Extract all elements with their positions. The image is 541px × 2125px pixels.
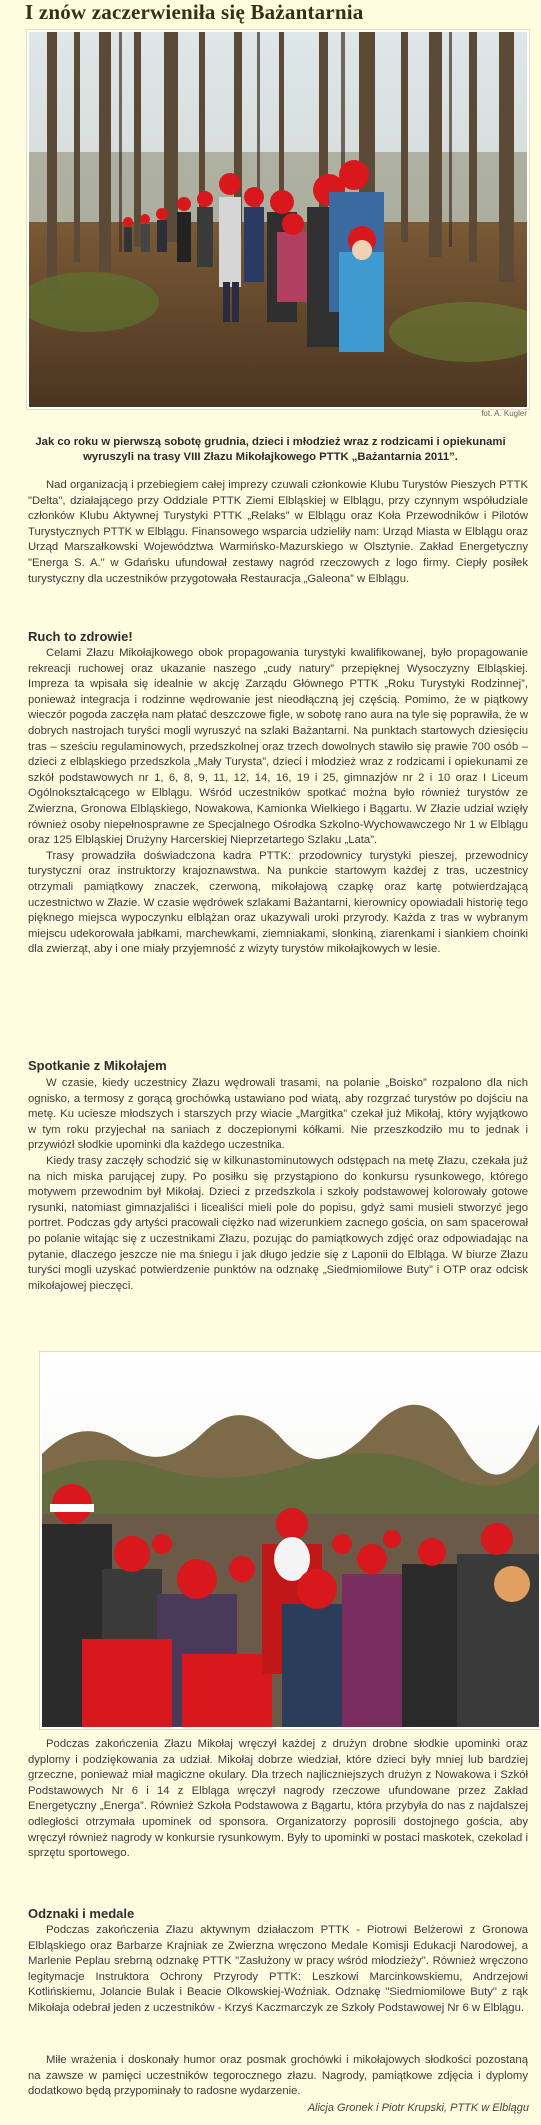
lead-paragraph: Jak co roku w pierwszą sobotę grudnia, dzieci i młodzież wraz z rodzicami i opiekunami wyruszyli na trasy VIII Złazu Mikołajkowego PTTK „Bażantarnia 2011”. — [35, 436, 506, 463]
forest-walk-photo — [27, 30, 529, 409]
section-mikolaj-text — [28, 1076, 528, 1294]
section-title-odznaki: Odznaki i medale — [28, 1906, 135, 1921]
forest-walk-image — [29, 32, 527, 407]
section-mikolaj-paragraph-1: W czasie, kiedy uczestnicy Złazu wędrowali trasami, na polanie „Boisko” rozpalono dla nich ognisko, a termosy z gorącą grochówką ustawiano pod wiatą, aby rozgrzać turystów po dojściu na metę. Ku uciesze młodszych i starszych przy wiacie „Margitka” czekał już Mikołaj, który wyjątkowo w tym roku przyjechał na saniach z doczepionymi kółkami. Nie przeszkodziło mu to jednak i przywiózł słodkie upominki dla każdego uczestnika. — [28, 1077, 528, 1152]
closing-paragraph: Miłe wrażenia i doskonały humor oraz posmak grochówki i mikołajowych słodkości pozostaną na zawsze w pamięci uczestników tegorocznego złazu. Nagrody, pamiątkowe zdjęcia i dyplomy dodatkowo będą przypominały to radosne wydarzenie. — [28, 2054, 528, 2098]
section-title-ruch: Ruch to zdrowie! — [28, 629, 133, 644]
section-odznaki-text — [28, 1923, 528, 2017]
section-ruch-text — [28, 646, 528, 958]
article-title: I znów zaczerwieniła się Bażantarnia — [25, 0, 364, 24]
intro-paragraph: Nad organizacją i przebiegiem całej imprezy czuwali członkowie Klubu Turystów Pieszych PTTK "Delta", działającego przy Oddziale PTTK Ziemi Elbląskiej w Elblągu, przy czynnym współudziale członków Klubu Aktywnej Turystyki PTTK „Relaks” w Elblągu oraz Koła Przewodników i Pilotów Turystycznych PTTK w Elblągu. Finansowego wsparcia udzieliły nam: Urząd Miasta w Elblągu oraz Urząd Marszałkowski Województwa Warmińsko-Mazurskiego w Olsztynie. Zakład Energetyczny "Energa S. A." w Gdańsku ufundował zestawy nagród rzeczowych z logo firmy. Ciepły posiłek turystyczny dla uczestników przygotowała Restauracja „Galeona” w Elblągu. — [28, 479, 528, 585]
section-mikolaj-paragraph-3: Podczas zakończenia Złazu Mikołaj wręczył każdej z drużyn drobne słodkie upominki oraz dyplomy i podziękowania za udział. Mikołaj dobrze wiedział, które dzieci były mniej lub bardziej grzeczne, ponieważ miał magiczne okulary. Dla trzech najliczniejszych drużyn z Nowakowa i Szkół Podstawowych Nr 6 i 14 z Elbląga wręczył nagrody rzeczowe ufundowane przez Zakład Energetyczny „Energa”. Również Szkoła Podstawowa z Bągartu, która przybyła do nas z najdalszej odległości otrzymała upominek od sponsora. Organizatorzy poprosili dostojnego gościa, aby wręczył również nagrody w konkursie rysunkowym. Były to upominki w postaci maskotek, czekolad i sprzętu sportowego. — [28, 1738, 528, 1860]
intro-text — [28, 478, 528, 587]
article-signature: Alicja Gronek i Piotr Krupski, PTTK w Elblągu — [307, 2102, 529, 2114]
santa-crowd-photo — [40, 1352, 541, 1729]
photo-credit: fot. A. Kugler — [481, 409, 527, 418]
section-ruch-paragraph-1: Celami Złazu Mikołajkowego obok propagowania turystyki kwalifikowanej, było propagowanie rekreacji ruchowej oraz ukazanie naszego „cudy natury” przepięknej Wysoczyzny Elbląskiej. Impreza ta wpisała się idealnie w akcję Zarządu Głównego PTTK „Roku Turystyki Rodzinnej”, ponieważ integracja i rodzinne wędrowanie jest nieodłączną jej częścią. Pomimo, że w piątkowy wieczór pogoda zaczęła nam płatać deszczowe figle, w sobotę rano aura na tyle się poprawiła, że w dobrych nastrojach turyści mogli wyruszyć na szlaki Bażantarni. Na punktach startowych dziesięciu tras – sześciu regulaminowych, przedszkolnej oraz trzech dowolnych stawiło się prawie 700 osób – dzieci z elbląskiego przedszkola „Mały Turysta”, dzieci i młodzież wraz z rodzicami i opiekunami ze szkół podstawowych nr 1, 6, 8, 9, 11, 12, 14, 16, 19 i 25, gimnazjów nr 2 i 10 oraz I Liceum Ogólnokształcącego w Elblągu. Wśród uczestników spotkać można było również turystów ze Zwierzna, Gronowa Elbląskiego, Nowakowa, Kamionka Wielkiego i Bągartu. W Złazie udział wzięły również osoby niepełnosprawne ze Specjalnego Ośrodka Szkolno-Wychowawczego Nr 1 w Elblągu oraz 125 Elbląskiej Drużyny Harcerskiej Nieprzetartego Szlaku „Lata”. — [28, 647, 528, 847]
section-ruch-paragraph-2: Trasy prowadziła doświadczona kadra PTTK: przodownicy turystyki pieszej, przewodnicy turystyczni oraz instruktorzy krajoznawstwa. Na punkcie startowym każdej z tras, uczestnicy otrzymali pamiątkowy znaczek, czerwoną, mikołajową czapkę oraz kartę potwierdzającą uczestnictwo w Złazie. W czasie wędrówek szlakami Bażantarni, kierownicy opowiadali historię tego pięknego miejsca wypoczynku elblążan oraz ukazywali uroki przyrody. Każda z tras w wybranym miejscu udekorowała jabłkami, marchewkami, ziemniakami, słonkiną, ziarenkami i siankiem choinki dla zwierząt, aby i one miały przyjemność z wizyty turystów mikołajkowych w lesie. — [28, 849, 528, 956]
section-mikolaj-closing-text — [28, 1737, 528, 1862]
closing-text — [28, 2053, 528, 2100]
section-mikolaj-paragraph-2: Kiedy trasy zaczęły schodzić się w kilkunastominutowych odstępach na metę Złazu, czekała już na nich miska parującej zupy. Po posiłku się przystąpiono do konkursu rysunkowego, którego motywem przewodnim był Mikołaj. Dzieci z przedszkola i szkoły podstawowej kolorowały gotowe rysunki, natomiast gimnazjaliści i licealiści mieli pole do popisu, gdyż sami musieli stworzyć jego portret. Podczas gdy artyści pracowali ciężko nad wizerunkiem zacnego gościa, on sam spacerował po polanie witając się z uczestnikami Złazu, pozując do pamiątkowych zdjęć oraz odpowiadając na pytanie, dlaczego jeszcze nie ma śniegu i jak długo jedzie się z Laponii do Elbląga. W biurze Złazu turyści mogli uzyskać potwierdzenie punktów na odznakę „Siedmiomilowe Buty” i OTP oraz odcisk mikołajowej pieczęci. — [28, 1154, 528, 1292]
section-odznaki-paragraph: Podczas zakończenia Złazu aktywnym działaczom PTTK - Piotrowi Belżerowi z Gronowa Elbląskiego oraz Barbarze Krajniak ze Zwierzna wręczono Medale Komisji Edukacji Narodowej, a Marlenie Peplau srebrną odznakę PTTK "Zasłużony w pracy wśród młodzieży". Również wręczono legitymacje Instruktora Ochrony Przyrody PTTK: Leszkowi Marcinkowskiemu, Andrzejowi Kotlińskiemu, Jolancie Bulak i Beacie Olkowskiej-Woźniak. Odznakę "Siedmiomilowe Buty" z rąk Mikołaja odebrał jeden z uczestników - Krzyś Kaczmarczyk ze Szkoły Podstawowej Nr 6 w Elblągu. — [28, 1924, 528, 2014]
section-title-mikolaj: Spotkanie z Mikołajem — [28, 1058, 167, 1073]
santa-crowd-image — [42, 1354, 539, 1727]
